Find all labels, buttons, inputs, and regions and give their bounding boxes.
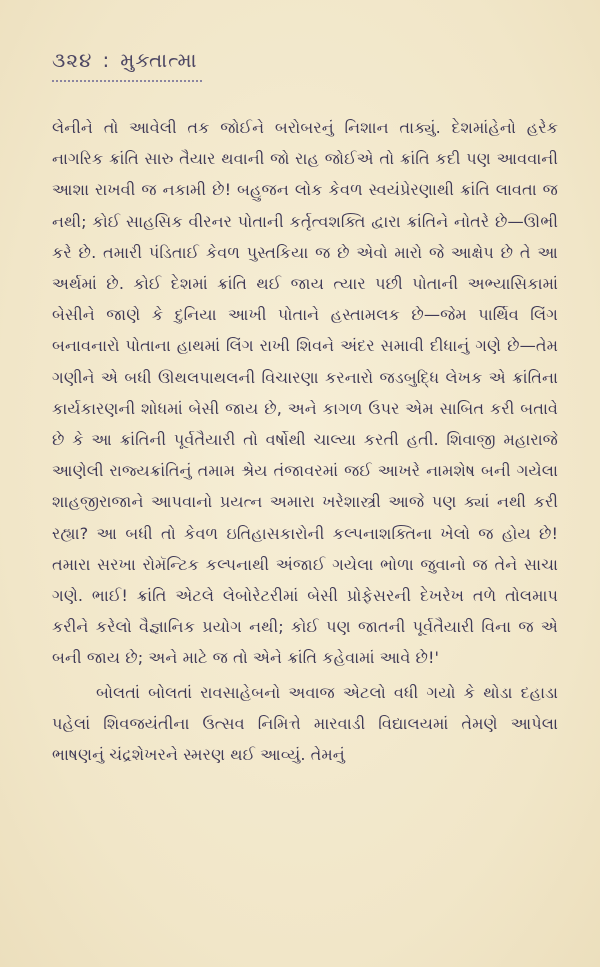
body-text (52, 112, 558, 770)
page-number: ૩૨૪ (52, 48, 93, 72)
header-dotted-rule (52, 74, 202, 82)
book-title: મુક્તાત્મા (120, 48, 198, 72)
paragraph-2: બોલતાં બોલતાં રાવસાહેબનો અવાજ એટલો વધી ગયો કે થોડા દહાડા પહેલાં શિવજયંતીના ઉત્સવ નિમિત્તે મારવાડી વિદ્યાલયમાં તેમણે આપેલા ભાષણનું ચંદ્રશેખરને સ્મરણ થઈ આવ્યું. તેમનું (52, 682, 558, 765)
paragraph-1: લેનીને તો આવેલી તક જોઈને બરોબરનું નિશાન તાક્યું. દેશમાંહેનો હરેક નાગરિક ક્રાંતિ સારુ તૈયાર થવાની જો રાહ જોઈએ તો ક્રાંતિ કદી પણ આવવાની આશા રાખવી જ નકામી છે! બહુજન લોક કેવળ સ્વયંપ્રેરણાથી ક્રાંતિ લાવતા જ નથી; કોઈ સાહસિક વીરનર પોતાની કર્તૃત્વશક્તિ દ્વારા ક્રાંતિને નોતરે છે—ઊભી કરે છે. તમારી પંડિતાઈ કેવળ પુસ્તકિયા જ છે એવો મારો જે આક્ષેપ છે તે આ અર્થમાં છે. કોઈ દેશમાં ક્રાંતિ થઈ જાય ત્યાર પછી પોતાની અભ્યાસિકામાં બેસીને જાણે કે દુનિયા આખી પોતાને હસ્તામલક છે—જેમ પાર્થિવ લિંગ બનાવનારો પોતાના હાથમાં લિંગ રાખી શિવને અંદર સમાવી દીધાનું ગણે છે—તેમ ગણીને એ બધી ઊથલપાથલની વિચારણા કરનારો જડબુદ્ધિ લેખક એ ક્રાંતિના કાર્યકારણની શોધમાં બેસી જાય છે, અને કાગળ ઉપર એમ સાબિત કરી બતાવે છે કે આ ક્રાંતિની પૂર્વતૈયારી તો વર્ષોથી ચાલ્યા કરતી હતી. શિવાજી મહારાજે આણેલી રાજ્યક્રાંતિનું તમામ શ્રેય તંજાવરમાં જઈ આખરે નામશેષ બની ગયેલા શાહજીરાજાને આપવાનો પ્રયત્ન અમારા ખરેશાસ્ત્રી આજે પણ ક્યાં નથી કરી રહ્યા? આ બધી તો કેવળ ઇતિહાસકારોની કલ્પનાશક્તિના ખેલો જ હોય છે! તમારા સરખા રોમૅન્ટિક કલ્પનાથી અંજાઈ ગયેલા ભોળા જુવાનો જ તેને સાચા ગણે. ભાઈ! ક્રાંતિ એટલે લેબોરેટરીમાં બેસી પ્રોફેસરની દેખરેખ તળે તોલમાપ કરીને કરેલો વૈજ્ઞાનિક પ્રયોગ નથી; કોઈ પણ જાતની પૂર્વતૈયારી વિના જ એ બની જાય છે; અને માટે જ તો એને ક્રાંતિ કહેવામાં આવે છે!' (52, 118, 558, 668)
running-header (52, 48, 558, 72)
header-separator: : (102, 48, 111, 72)
